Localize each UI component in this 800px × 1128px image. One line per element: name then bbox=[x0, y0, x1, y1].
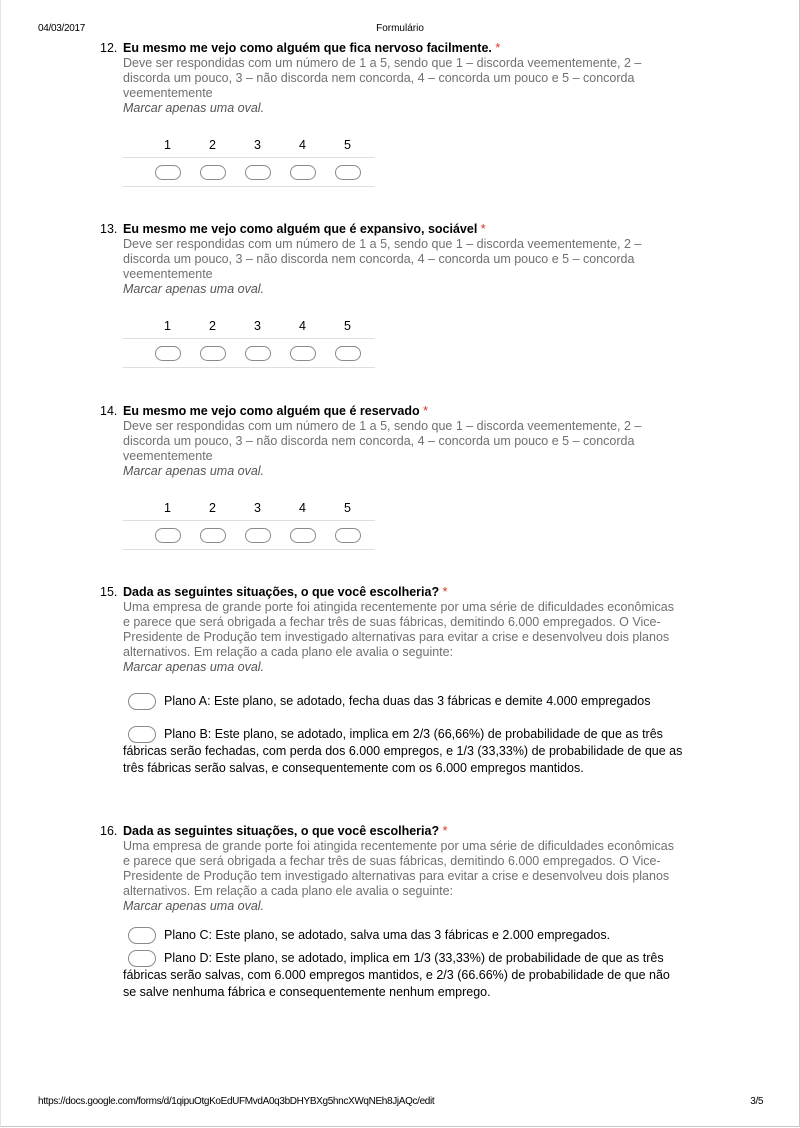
question-number: 16. bbox=[100, 824, 118, 838]
scale-option-1-oval[interactable] bbox=[155, 528, 181, 543]
print-title: Formulário bbox=[376, 23, 424, 34]
question-hint: Marcar apenas uma oval. bbox=[123, 282, 265, 296]
scale-label: 5 bbox=[344, 501, 351, 515]
choice-plano-a[interactable] bbox=[128, 693, 680, 710]
question-15 bbox=[100, 585, 683, 777]
choice-plano-d[interactable] bbox=[123, 950, 683, 1001]
required-asterisk: * bbox=[442, 585, 448, 599]
question-number: 14. bbox=[100, 404, 118, 418]
scale-label: 2 bbox=[209, 501, 216, 515]
scale-label: 2 bbox=[209, 319, 216, 333]
question-hint: Marcar apenas uma oval. bbox=[123, 660, 265, 674]
choice-label: Plano B: Este plano, se adotado, implica em 2/3 (66,66%) de probabilidade de que as três fábricas serão fechadas, com perda dos 6.000 empregos, e 1/3 (33,33%) de probabilidade de que as três fábricas serão salvas, e consequentemente com os 6.000 empregos mantidos. bbox=[123, 727, 683, 776]
radio-oval[interactable] bbox=[128, 927, 156, 944]
scale-label: 3 bbox=[254, 319, 261, 333]
question-title bbox=[100, 222, 680, 237]
scale-option-3-oval[interactable] bbox=[245, 528, 271, 543]
radio-oval[interactable] bbox=[128, 950, 156, 967]
required-asterisk: * bbox=[442, 824, 448, 838]
choice-label: Plano A: Este plano, se adotado, fecha duas das 3 fábricas e demite 4.000 empregados bbox=[164, 694, 651, 708]
linear-scale bbox=[123, 500, 375, 550]
question-text: Eu mesmo me vejo como alguém que é reservado bbox=[123, 404, 420, 418]
linear-scale bbox=[123, 137, 375, 187]
scale-label: 3 bbox=[254, 138, 261, 152]
question-text: Dada as seguintes situações, o que você escolheria? bbox=[123, 585, 440, 599]
required-asterisk: * bbox=[423, 404, 428, 418]
scale-option-1-oval[interactable] bbox=[155, 165, 181, 180]
question-description: Uma empresa de grande porte foi atingida recentemente por uma série de dificuldades econômicas e parece que será obrigada a fechar três de suas fábricas, demitindo 6.000 empregados. O Vice-Presidente de Produção tem investigado alternativas para evitar a crise e desenvolveu dois planos alternativos. Em relação a cada plano ele avalia o seguinte: bbox=[123, 839, 675, 898]
question-13 bbox=[100, 222, 680, 368]
scale-option-1-oval[interactable] bbox=[155, 346, 181, 361]
question-title bbox=[100, 41, 680, 56]
scale-option-4-oval[interactable] bbox=[290, 346, 316, 361]
scale-label: 4 bbox=[299, 319, 306, 333]
scale-label: 1 bbox=[164, 138, 171, 152]
question-description: Deve ser respondidas com um número de 1 a 5, sendo que 1 – discorda veementemente, 2 – discorda um pouco, 3 – não discorda nem concorda, 4 – concorda um pouco e 5 – concorda veementemente bbox=[123, 56, 642, 100]
choice-plano-c[interactable] bbox=[128, 927, 680, 944]
scale-option-2-oval[interactable] bbox=[200, 528, 226, 543]
question-text: Dada as seguintes situações, o que você escolheria? bbox=[123, 824, 440, 838]
scale-label: 4 bbox=[299, 501, 306, 515]
scale-label: 1 bbox=[164, 501, 171, 515]
choice-label: Plano D: Este plano, se adotado, implica em 1/3 (33,33%) de probabilidade de que as três fábricas serão salvas, com 6.000 empregos mantidos, e 2/3 (66.66%) de probabilidade de que não se salve nenhuma fábrica e consequentemente nenhum emprego. bbox=[123, 951, 670, 1000]
scale-option-5-oval[interactable] bbox=[335, 165, 361, 180]
question-hint: Marcar apenas uma oval. bbox=[123, 464, 265, 478]
scale-option-5-oval[interactable] bbox=[335, 528, 361, 543]
linear-scale bbox=[123, 318, 375, 368]
question-title bbox=[100, 824, 680, 839]
question-14 bbox=[100, 404, 680, 550]
question-12 bbox=[100, 41, 680, 187]
required-asterisk: * bbox=[495, 41, 501, 55]
question-number: 12. bbox=[100, 41, 118, 55]
scale-option-3-oval[interactable] bbox=[245, 165, 271, 180]
scale-option-5-oval[interactable] bbox=[335, 346, 361, 361]
choice-label: Plano C: Este plano, se adotado, salva uma das 3 fábricas e 2.000 empregados. bbox=[164, 928, 611, 942]
scale-label: 1 bbox=[164, 319, 171, 333]
question-number: 13. bbox=[100, 222, 118, 236]
page-number: 3/5 bbox=[750, 1096, 763, 1107]
question-text: Eu mesmo me vejo como alguém que fica nervoso facilmente. bbox=[123, 41, 492, 55]
question-hint: Marcar apenas uma oval. bbox=[123, 899, 265, 913]
print-date: 04/03/2017 bbox=[38, 23, 86, 34]
question-title bbox=[100, 585, 680, 600]
radio-oval[interactable] bbox=[128, 693, 156, 710]
scale-label: 4 bbox=[299, 138, 306, 152]
scale-label: 3 bbox=[254, 501, 261, 515]
footer-url: https://docs.google.com/forms/d/1qipuOtgKoEdUFMvdA0q3bDHYBXg5hncXWqNEh8JjAQc/edit bbox=[38, 1096, 435, 1107]
scale-label: 5 bbox=[344, 319, 351, 333]
scale-option-4-oval[interactable] bbox=[290, 528, 316, 543]
question-description: Deve ser respondidas com um número de 1 a 5, sendo que 1 – discorda veementemente, 2 – discorda um pouco, 3 – não discorda nem concorda, 4 – concorda um pouco e 5 – concorda veementemente bbox=[123, 237, 642, 281]
scale-label: 2 bbox=[209, 138, 216, 152]
scale-option-4-oval[interactable] bbox=[290, 165, 316, 180]
question-number: 15. bbox=[100, 585, 118, 599]
scale-option-2-oval[interactable] bbox=[200, 346, 226, 361]
required-asterisk: * bbox=[480, 222, 486, 236]
question-hint: Marcar apenas uma oval. bbox=[123, 101, 265, 115]
radio-oval[interactable] bbox=[128, 726, 156, 743]
choice-plano-b[interactable] bbox=[123, 726, 683, 777]
question-description: Uma empresa de grande porte foi atingida recentemente por uma série de dificuldades econômicas e parece que será obrigada a fechar três de suas fábricas, demitindo 6.000 empregados. O Vice-Presidente de Produção tem investigado alternativas para evitar a crise e desenvolveu dois planos alternativos. Em relação a cada plano ele avalia o seguinte: bbox=[123, 600, 675, 659]
scale-option-3-oval[interactable] bbox=[245, 346, 271, 361]
question-16 bbox=[100, 824, 680, 1001]
question-title bbox=[100, 404, 680, 419]
question-description: Deve ser respondidas com um número de 1 a 5, sendo que 1 – discorda veementemente, 2 – discorda um pouco, 3 – não discorda nem concorda, 4 – concorda um pouco e 5 – concorda veementemente bbox=[123, 419, 642, 463]
scale-option-2-oval[interactable] bbox=[200, 165, 226, 180]
question-text: Eu mesmo me vejo como alguém que é expansivo, sociável bbox=[123, 222, 478, 236]
scale-label: 5 bbox=[344, 138, 351, 152]
